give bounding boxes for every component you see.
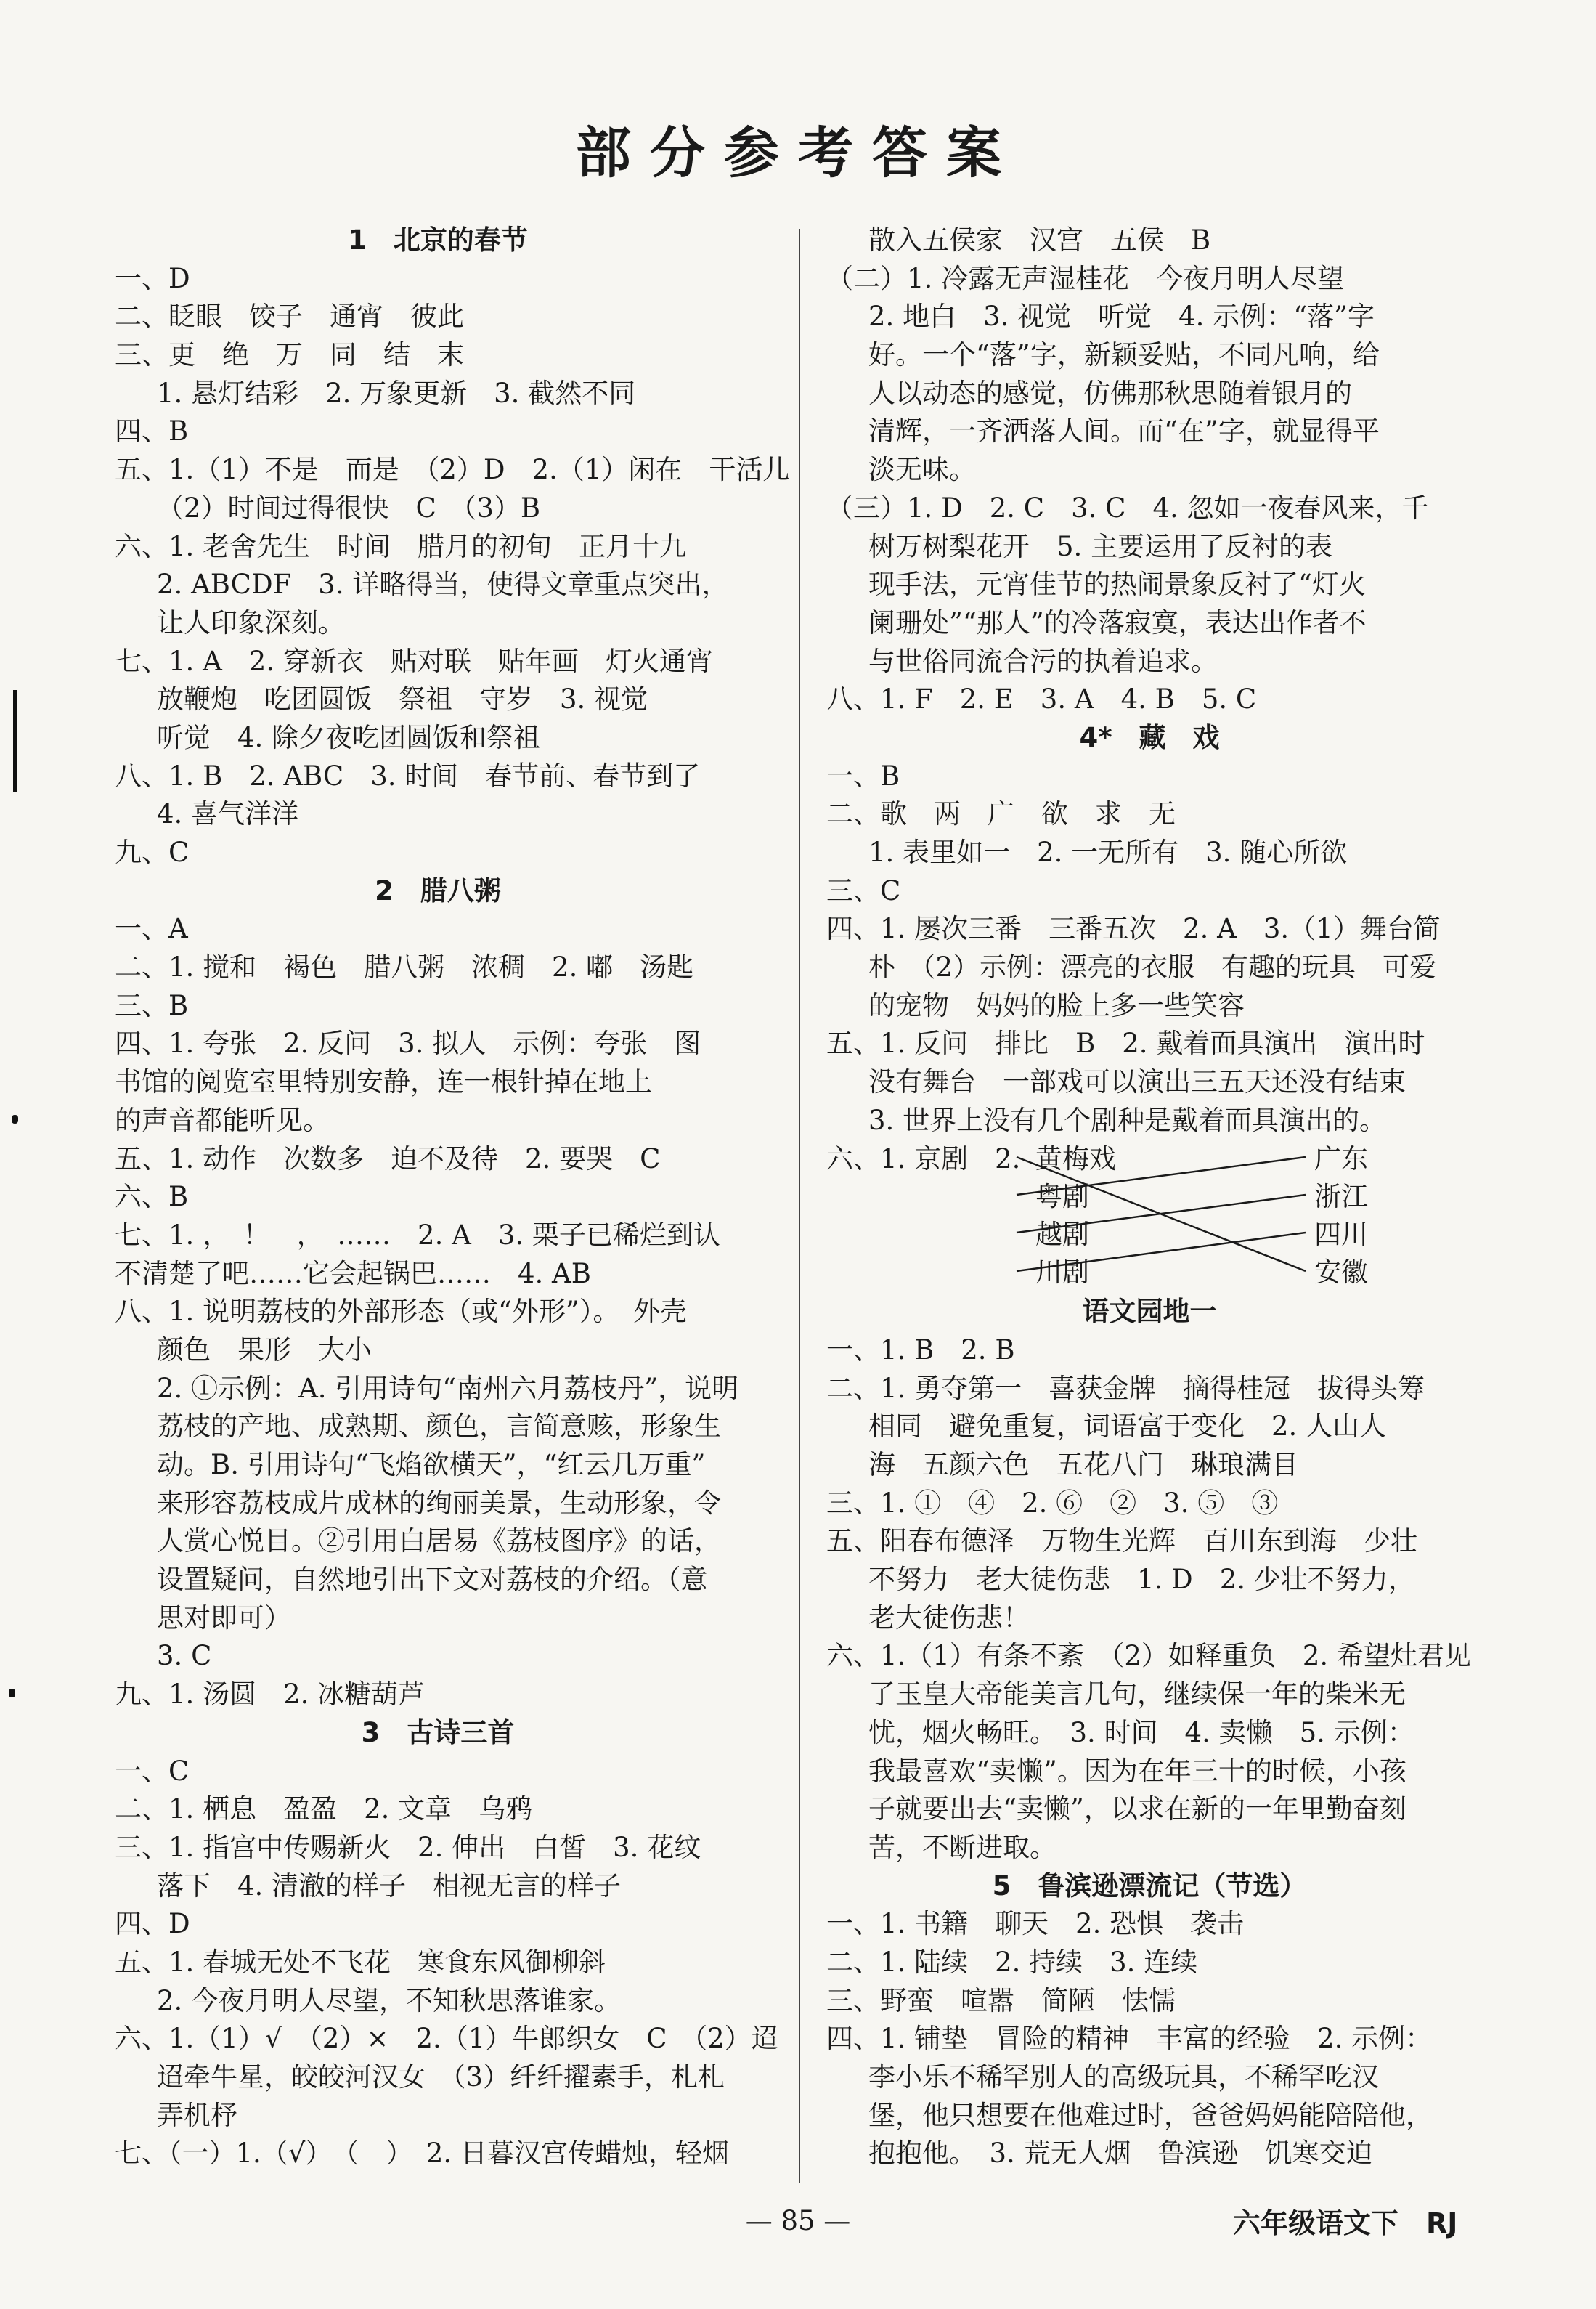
- answer-line: 好。一个“落”字，新颖妥贴，不同凡响，给: [868, 339, 1380, 371]
- answer-line: 弄机杼: [157, 2099, 237, 2131]
- answer-line: 相同 避免重复，词语富于变化 2. 人山人: [868, 1411, 1387, 1442]
- opera-item: 粤剧: [1035, 1181, 1089, 1212]
- answer-line: 七、（一）1.（√） （ ） 2. 日暮汉宫传蜡烛，轻烟: [115, 2138, 729, 2170]
- answer-line: 三、B: [115, 989, 189, 1021]
- answer-line: 书馆的阅览室里特别安静，连一根针掉在地上: [115, 1066, 652, 1098]
- answer-line: 3. C: [157, 1640, 212, 1672]
- answer-line: 人赏心悦目。②引用白居易《荔枝图序》的话，: [157, 1525, 721, 1557]
- answer-line: 九、1. 汤圆 2. 冰糖葫芦: [115, 1679, 426, 1711]
- scan-mark: [13, 690, 17, 792]
- answer-line: 2. ABCDF 3. 详略得当，使得文章重点突出，: [157, 569, 729, 601]
- answer-line: 动。B. 引用诗句“飞焰欲横天”，“红云几万重”: [157, 1449, 706, 1480]
- answer-line: 三、野蛮 喧嚣 简陋 怯懦: [826, 1984, 1176, 2016]
- answer-line: 3. 世界上没有几个剧种是戴着面具演出的。: [868, 1104, 1387, 1136]
- answer-line: 树万树梨花开 5. 主要运用了反衬的表: [868, 530, 1333, 562]
- answer-line: 的宠物 妈妈的脸上多一些笑容: [868, 989, 1245, 1021]
- answer-line: 散入五侯家 汉宫 五侯 B: [868, 224, 1211, 256]
- answer-line: 八、1. 说明荔枝的外部形态（或“外形”）。 外壳: [115, 1296, 687, 1328]
- section-heading: 3 古诗三首: [361, 1716, 515, 1748]
- answer-line: 三、更 绝 万 同 结 末: [115, 339, 464, 371]
- answer-line: 八、1. B 2. ABC 3. 时间 春节前、春节到了: [115, 760, 701, 792]
- answer-line: 一、1. B 2. B: [826, 1334, 1015, 1365]
- answer-line: 四、1. 屡次三番 三番五次 2. A 3.（1）舞台简: [826, 913, 1441, 945]
- column-divider: [799, 229, 800, 2183]
- answer-line: 二、眨眼 饺子 通宵 彼此: [115, 301, 464, 333]
- answer-line: 一、D: [115, 262, 190, 294]
- answer-line: 四、1. 铺垫 冒险的精神 丰富的经验 2. 示例：: [826, 2023, 1433, 2055]
- answer-line: 六、B: [115, 1181, 189, 1213]
- province-item: 广东: [1314, 1143, 1368, 1174]
- answer-line: 四、1. 夸张 2. 反问 3. 拟人 示例：夸张 图: [115, 1028, 701, 1060]
- answer-line: 七、1. ， ！ ， …… 2. A 3. 栗子已稀烂到认: [115, 1219, 720, 1251]
- answer-line: 一、1. 书籍 聊天 2. 恐惧 袭击: [826, 1908, 1245, 1940]
- answer-line: 二、歌 两 广 欲 求 无: [826, 798, 1176, 830]
- answer-line: 忧，烟火畅旺。 3. 时间 4. 卖懒 5. 示例：: [868, 1716, 1414, 1748]
- section-heading: 2 腊八粥: [375, 875, 501, 906]
- scan-mark: [12, 1115, 18, 1124]
- page-number: — 85 —: [745, 2205, 851, 2236]
- answer-line: 二、1. 栖息 盈盈 2. 文章 乌鸦: [115, 1793, 533, 1825]
- answer-line: 四、D: [115, 1908, 190, 1940]
- answer-line: 三、C: [826, 875, 901, 906]
- answer-line: 三、1. 指宫中传赐新火 2. 伸出 白皙 3. 花纹: [115, 1831, 701, 1863]
- opera-item: 川剧: [1035, 1257, 1089, 1288]
- answer-line: 海 五颜六色 五花八门 琳琅满目: [868, 1449, 1298, 1480]
- answer-line: 思对即可）: [157, 1602, 291, 1634]
- answer-line: 四、B: [115, 415, 189, 447]
- answer-line: 朴 （2）示例：漂亮的衣服 有趣的玩具 可爱: [868, 951, 1437, 983]
- answer-line: 1. 表里如一 2. 一无所有 3. 随心所欲: [868, 837, 1348, 868]
- answer-line: 2. ①示例：A. 引用诗句“南州六月荔枝丹”，说明: [157, 1372, 739, 1404]
- answer-line: 一、A: [115, 913, 188, 945]
- answer-line: 放鞭炮 吃团圆饭 祭祖 守岁 3. 视觉: [157, 683, 648, 715]
- left-column: [115, 222, 790, 2173]
- answer-line: 淡无味。: [868, 454, 976, 486]
- answer-line: 的声音都能听见。: [115, 1104, 330, 1136]
- section-heading: 语文园地一: [1082, 1296, 1217, 1328]
- answer-line: 苦，不断进取。: [868, 1831, 1056, 1863]
- province-item: 四川: [1314, 1219, 1368, 1250]
- opera-item: 越剧: [1035, 1219, 1089, 1250]
- answer-line: 一、B: [826, 760, 900, 792]
- answer-line: 子就要出去“卖懒”，以求在新的一年里勤奋刻: [868, 1793, 1406, 1825]
- section-heading: 4* 藏 戏: [1079, 721, 1220, 753]
- section-heading: 1 北京的春节: [348, 224, 528, 256]
- answer-line: 一、C: [115, 1755, 190, 1787]
- answer-line: 阑珊处”“那人”的冷落寂寞，表达出作者不: [868, 606, 1367, 638]
- answer-line: 七、1. A 2. 穿新衣 贴对联 贴年画 灯火通宵: [115, 645, 713, 677]
- answer-line: 迢牵牛星，皎皎河汉女 （3）纤纤擢素手，札札: [157, 2061, 725, 2093]
- answer-line: 二、1. 搅和 褐色 腊八粥 浓稠 2. 嘟 汤匙: [115, 951, 694, 983]
- answer-line: 李小乐不稀罕别人的高级玩具，不稀罕吃汉: [868, 2061, 1379, 2093]
- answer-line: 听觉 4. 除夕夜吃团圆饭和祭祖: [157, 721, 541, 753]
- answer-line: 五、1. 春城无处不飞花 寒食东风御柳斜: [115, 1946, 606, 1978]
- answer-line: 落下 4. 清澈的样子 相视无言的样子: [157, 1870, 622, 1902]
- matching-exercise: [826, 1137, 1473, 1296]
- answer-line: 六、1.（1）有条不紊 （2）如释重负 2. 希望灶君见: [826, 1640, 1471, 1672]
- province-item: 浙江: [1314, 1181, 1368, 1212]
- answer-line: 二、1. 陆续 2. 持续 3. 连续: [826, 1946, 1198, 1978]
- answer-line: 人以动态的感觉，仿佛那秋思随着银月的: [868, 377, 1352, 409]
- opera-item: 黄梅戏: [1035, 1143, 1116, 1174]
- answer-line: 不努力 老大徒伤悲 1. D 2. 少壮不努力，: [868, 1564, 1415, 1596]
- answer-line: 九、C: [115, 837, 190, 868]
- answer-line: 来形容荔枝成片成林的绚丽美景，生动形象，令: [157, 1487, 721, 1519]
- answer-line: 三、1. ① ④ 2. ⑥ ② 3. ⑤ ③: [826, 1487, 1279, 1519]
- answer-line: 不清楚了吧……它会起锅巴…… 4. AB: [115, 1257, 591, 1289]
- answer-line: 堡，他只想要在他难过时，爸爸妈妈能陪陪他，: [868, 2099, 1433, 2131]
- answer-line: 六、1. 老舍先生 时间 腊月的初旬 正月十九: [115, 530, 687, 562]
- answer-line: 荔枝的产地、成熟期、颜色，言简意赅，形象生: [157, 1411, 721, 1442]
- page-title: 部分参考答案: [576, 121, 1020, 185]
- answer-line: 没有舞台 一部戏可以演出三五天还没有结束: [868, 1066, 1406, 1098]
- answer-line: 2. 今夜月明人尽望，不知秋思落谁家。: [157, 1984, 622, 2016]
- answer-line: 清辉，一齐洒落人间。而“在”字，就显得平: [868, 415, 1380, 447]
- scan-mark: [9, 1689, 15, 1697]
- answer-line: 与世俗同流合污的执着追求。: [868, 645, 1218, 677]
- answer-line: 六、1.（1）√ （2）× 2.（1）牛郎织女 C （2）迢: [115, 2023, 778, 2055]
- answer-line: 二、1. 勇夺第一 喜获金牌 摘得桂冠 拔得头筹: [826, 1372, 1425, 1404]
- answer-line: （二）1. 冷露无声湿桂花 今夜月明人尽望: [826, 262, 1345, 294]
- answer-line: 五、1.（1）不是 而是 （2）D 2.（1）闲在 干活儿: [115, 454, 790, 486]
- answer-line: 2. 地白 3. 视觉 听觉 4. 示例：“落”字: [868, 301, 1375, 333]
- answer-line: 抱抱他。 3. 荒无人烟 鲁滨逊 饥寒交迫: [868, 2138, 1373, 2170]
- answer-line: （2）时间过得很快 C （3）B: [157, 492, 541, 524]
- answer-line: 了玉皇大帝能美言几句，继续保一年的柴米无: [868, 1679, 1406, 1711]
- answer-line: 我最喜欢“卖懒”。因为在年三十的时候，小孩: [868, 1755, 1406, 1787]
- answer-line: 设置疑问，自然地引出下文对荔枝的介绍。（意: [157, 1564, 708, 1596]
- answer-line: 1. 悬灯结彩 2. 万象更新 3. 截然不同: [157, 377, 636, 409]
- answer-line: 4. 喜气洋洋: [157, 798, 299, 830]
- answer-line: 现手法，元宵佳节的热闹景象反衬了“灯火: [868, 569, 1366, 601]
- answer-line: 让人印象深刻。: [157, 606, 345, 638]
- answer-line: 五、1. 动作 次数多 迫不及待 2. 要哭 C: [115, 1143, 661, 1174]
- answer-line: 五、阳春布德泽 万物生光辉 百川东到海 少壮: [826, 1525, 1417, 1557]
- answer-line: 五、1. 反问 排比 B 2. 戴着面具演出 演出时: [826, 1028, 1425, 1060]
- answer-line: 颜色 果形 大小: [157, 1334, 372, 1365]
- section-heading: 5 鲁滨逊漂流记（节选）: [992, 1870, 1307, 1902]
- book-label: 六年级语文下 RJ: [1233, 2207, 1458, 2239]
- province-item: 安徽: [1314, 1257, 1368, 1288]
- answer-line: 老大徒伤悲！: [868, 1602, 1030, 1634]
- answer-line: 八、1. F 2. E 3. A 4. B 5. C: [826, 683, 1257, 715]
- matching-prefix: 六、1. 京剧 2.: [826, 1143, 1021, 1174]
- answer-line: （三）1. D 2. C 3. C 4. 忽如一夜春风来，千: [826, 492, 1429, 524]
